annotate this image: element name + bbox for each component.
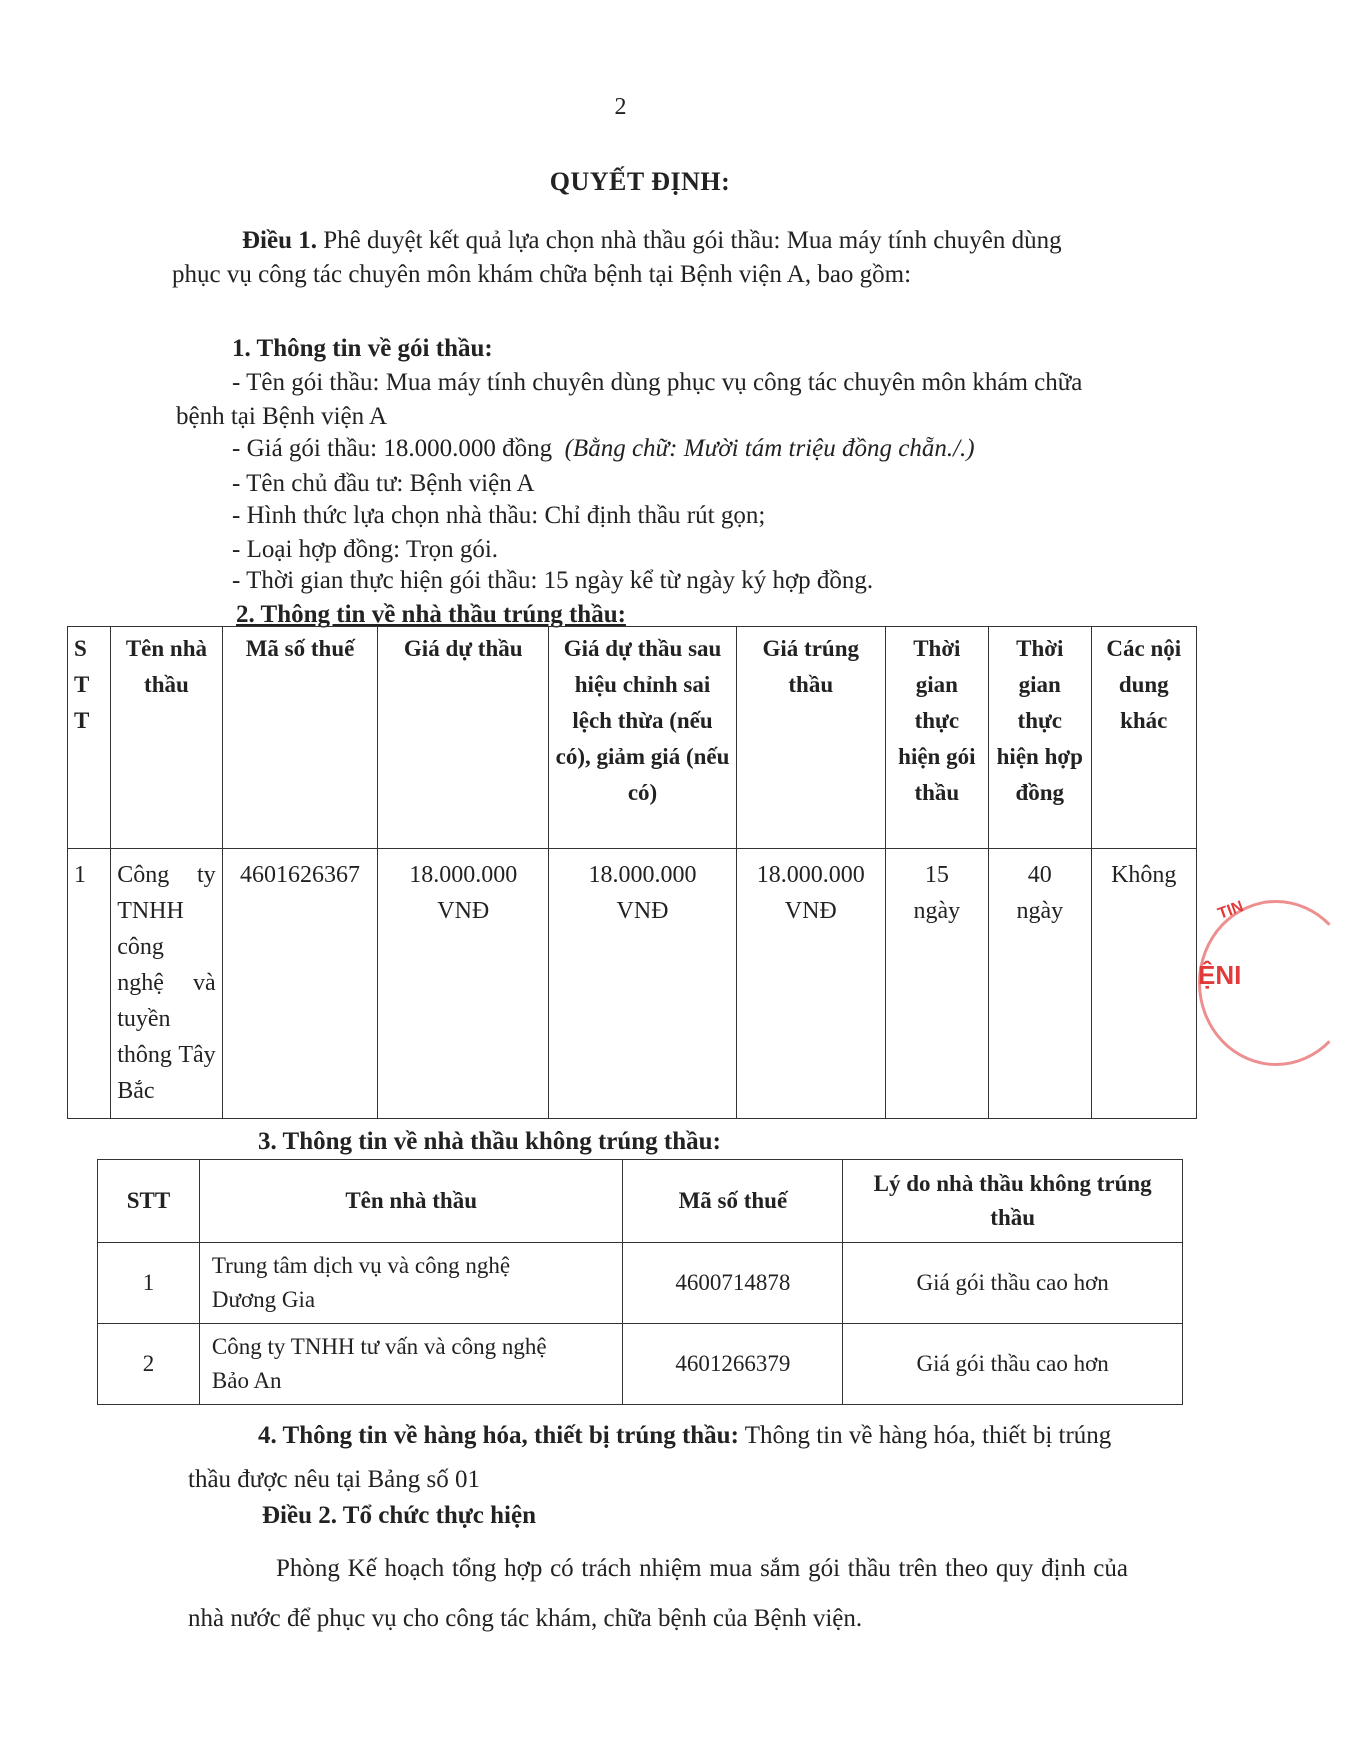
stamp-text-top: TIN: [1215, 898, 1246, 923]
col-contract-duration: Thời gian thực hiện hợp đồng: [989, 627, 1091, 849]
section-4-text: Thông tin về hàng hóa, thiết bị trúng thầu được nêu tại Bảng số 01: [188, 1422, 1112, 1493]
col-adjusted-price: Giá dự thầu sau hiệu chỉnh sai lệch thừa (nếu có), giảm giá (nếu có): [549, 627, 737, 849]
col-package-duration: Thời gian thực hiện gói thầu: [885, 627, 988, 849]
col-tax-code: Mã số thuế: [623, 1160, 843, 1243]
col-winning-price: Giá trúng thầu: [736, 627, 885, 849]
package-price-item: - Giá gói thầu: 18.000.000 đồng (Bằng chữ: Mười tám triệu đồng chẵn./.): [232, 435, 975, 462]
cell-winning-price: 18.000.000 VNĐ: [736, 849, 885, 1119]
col-bidder-name: Tên nhà thầu: [199, 1160, 623, 1243]
page-number: 2: [614, 94, 627, 120]
section-2-heading: 2. Thông tin về nhà thầu trúng thầu:: [236, 601, 626, 628]
decision-title: QUYẾT ĐỊNH:: [549, 167, 731, 196]
article-2-text: Phòng Kế hoạch tổng hợp có trách nhiệm mua sắm gói thầu trên theo quy định của nhà nước để phục vụ cho công tác khám, chữa bệnh của Bệnh viện.: [188, 1555, 1128, 1632]
cell-tax-code: 4601266379: [623, 1324, 843, 1405]
price-in-words: (Bằng chữ: Mười tám triệu đồng chẵn./.): [564, 435, 975, 462]
cell-contract-duration: 40 ngày: [989, 849, 1091, 1119]
selection-method-item: - Hình thức lựa chọn nhà thầu: Chỉ định thầu rút gọn;: [232, 502, 766, 529]
cell-other: Không: [1091, 849, 1197, 1119]
section-1-heading: 1. Thông tin về gói thầu:: [232, 335, 493, 362]
cell-bidder-name: Công ty TNHH công nghệ và tuyền thông Tây Bắc: [111, 849, 222, 1119]
cell-bidder-name: Công ty TNHH tư vấn và công nghệ Bảo An: [199, 1324, 623, 1405]
col-stt: STT: [98, 1160, 200, 1243]
article-1-text: Phê duyệt kết quả lựa chọn nhà thầu gói thầu: Mua máy tính chuyên dùng phục vụ công tác chuyên môn khám chữa bệnh tại Bệnh viện A, bao gồm:: [172, 227, 1062, 288]
cell-bidder-name: Trung tâm dịch vụ và công nghệ Dương Gia: [199, 1243, 623, 1324]
article-2-heading: Điều 2. Tổ chức thực hiện: [262, 1502, 536, 1529]
col-stt: S T T: [68, 627, 111, 849]
investor-item: - Tên chủ đầu tư: Bệnh viện A: [232, 470, 535, 497]
cell-reason: Giá gói thầu cao hơn: [843, 1243, 1183, 1324]
duration-item: - Thời gian thực hiện gói thầu: 15 ngày kể từ ngày ký hợp đồng.: [232, 567, 874, 594]
table-row: [98, 1324, 1183, 1405]
cell-tax-code: 4601626367: [222, 849, 378, 1119]
losing-bidders-table: [97, 1159, 1183, 1405]
col-bidder-name: Tên nhà thầu: [111, 627, 222, 849]
article-1-paragraph: [172, 224, 1112, 292]
cell-stt: 1: [68, 849, 111, 1119]
winning-bidder-table: [67, 626, 1197, 1119]
cell-package-duration: 15 ngày: [885, 849, 988, 1119]
section-4-heading: 4. Thông tin về hàng hóa, thiết bị trúng thầu:: [258, 1422, 739, 1449]
table-header-row: [98, 1160, 1183, 1243]
col-other: Các nội dung khác: [1091, 627, 1197, 849]
article-1-label: Điều 1.: [242, 227, 317, 254]
col-bid-price: Giá dự thầu: [378, 627, 549, 849]
cell-bid-price: 18.000.000 VNĐ: [378, 849, 549, 1119]
package-name-item: - Tên gói thầu: Mua máy tính chuyên dùng phục vụ công tác chuyên môn khám chữa bệnh tại Bệnh viện A: [176, 369, 1083, 430]
col-reason: Lý do nhà thầu không trúng thầu: [843, 1160, 1183, 1243]
contract-type-item: - Loại hợp đồng: Trọn gói.: [232, 536, 499, 563]
cell-adjusted-price: 18.000.000 VNĐ: [549, 849, 737, 1119]
cell-reason: Giá gói thầu cao hơn: [843, 1324, 1183, 1405]
section-3-heading: 3. Thông tin về nhà thầu không trúng thầu:: [258, 1128, 721, 1155]
cell-stt: 2: [98, 1324, 200, 1405]
cell-tax-code: 4600714878: [623, 1243, 843, 1324]
table-row: [68, 849, 1197, 1119]
stamp-text-middle: ỆNI: [1198, 960, 1242, 990]
table-header-row: [68, 627, 1197, 849]
section-4-paragraph: [188, 1414, 1123, 1502]
red-seal-stamp: [1198, 880, 1288, 1080]
table-row: [98, 1243, 1183, 1324]
cell-stt: 1: [98, 1243, 200, 1324]
col-tax-code: Mã số thuế: [222, 627, 378, 849]
